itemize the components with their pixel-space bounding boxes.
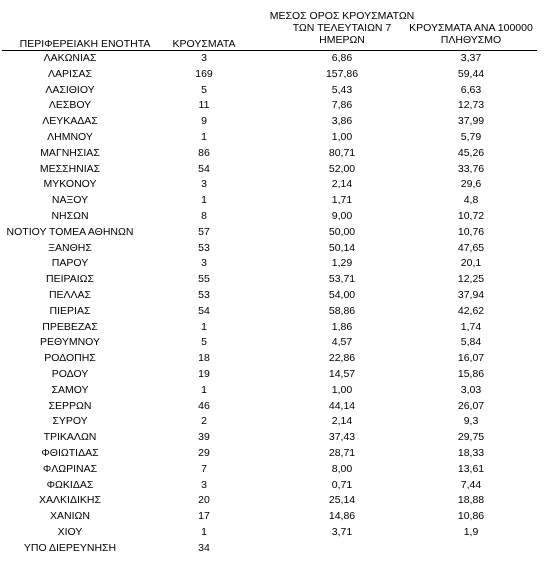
table-row [0, 256, 545, 272]
avg7-cell: 25,14 [328, 494, 356, 507]
region-cell: ΛΑΣΙΘΙΟΥ [45, 83, 95, 96]
table-row [0, 67, 545, 83]
region-cell: ΛΑΚΩΝΙΑΣ [43, 52, 97, 64]
per100k-cell: 26,07 [457, 399, 485, 412]
avg7-cell: 3,71 [331, 526, 353, 538]
cases-cell: 86 [198, 146, 210, 159]
table-row [0, 272, 545, 288]
cases-cell: 3 [201, 478, 207, 491]
per100k-cell: 18,33 [457, 447, 485, 459]
per100k-cell: 3,37 [460, 52, 482, 64]
cases-cell: 54 [198, 304, 210, 317]
per100k-cell: 42,62 [457, 304, 485, 317]
avg7-cell: 6,86 [331, 52, 353, 64]
table-row [0, 225, 545, 241]
cases-cell: 169 [195, 67, 213, 80]
region-cell: ΡΟΔΟΠΗΣ [44, 352, 96, 365]
table-row [0, 414, 545, 430]
per100k-cell: 7,44 [460, 478, 482, 491]
cases-cell: 18 [198, 352, 210, 365]
region-cell: ΜΥΚΟΝΟΥ [43, 178, 97, 191]
cases-cell: 5 [201, 336, 207, 349]
cases-cell: 1 [201, 320, 207, 333]
region-cell: ΤΡΙΚΑΛΩΝ [43, 431, 97, 444]
cases-cell: 2 [201, 415, 207, 428]
table-row [0, 541, 545, 557]
header-cases: ΚΡΟΥΣΜΑΤΑ [172, 38, 236, 50]
per100k-cell: 5,79 [460, 131, 482, 143]
per100k-cell: 13,61 [457, 462, 485, 475]
avg7-cell: 14,86 [328, 510, 356, 523]
avg7-cell: 7,86 [331, 99, 353, 112]
region-cell: ΛΑΡΙΣΑΣ [48, 67, 92, 80]
region-cell: ΛΕΥΚΑΔΑΣ [42, 115, 98, 128]
region-cell: ΜΑΓΝΗΣΙΑΣ [40, 146, 100, 159]
per100k-cell: 33,76 [457, 162, 485, 175]
avg7-cell: 5,43 [331, 83, 353, 96]
cases-cell: 19 [198, 368, 210, 380]
avg7-cell: 9,00 [331, 210, 353, 222]
cases-cell: 57 [198, 225, 210, 238]
table-row [0, 288, 545, 304]
region-cell: ΦΩΚΙΔΑΣ [46, 478, 94, 491]
cases-cell: 29 [198, 447, 210, 459]
per100k-cell: 10,76 [457, 225, 485, 238]
region-cell: ΣΑΜΟΥ [51, 383, 89, 396]
per100k-cell: 29,75 [457, 431, 485, 444]
region-cell: ΠΙΕΡΙΑΣ [49, 304, 91, 317]
region-cell: ΛΕΣΒΟΥ [48, 99, 92, 112]
region-cell: ΠΕΛΛΑΣ [48, 289, 92, 301]
cases-cell: 53 [198, 241, 210, 254]
table-row [0, 130, 545, 146]
table-row [0, 462, 545, 478]
region-cell: ΝΑΞΟΥ [51, 194, 89, 207]
avg7-cell: 4,57 [331, 336, 353, 349]
per100k-cell: 16,07 [457, 352, 485, 365]
table-row [0, 304, 545, 320]
cases-cell: 17 [198, 510, 210, 523]
avg7-cell: 157,86 [325, 67, 359, 80]
cases-cell: 5 [201, 83, 207, 96]
avg7-cell: 28,71 [328, 447, 356, 459]
region-cell: ΝΗΣΩΝ [51, 210, 89, 222]
header-per100k [396, 22, 545, 46]
per100k-cell: 1,74 [460, 320, 482, 333]
cases-cell: 1 [201, 194, 207, 207]
avg7-cell: 3,86 [331, 115, 353, 128]
region-cell: ΦΘΙΩΤΙΔΑΣ [41, 447, 99, 459]
avg7-cell: 1,29 [331, 257, 353, 270]
table-row [0, 146, 545, 162]
cases-cell: 1 [201, 131, 207, 143]
cases-cell: 7 [201, 462, 207, 475]
table-row [0, 335, 545, 351]
avg7-cell: 37,43 [328, 431, 356, 444]
cases-cell: 53 [198, 289, 210, 301]
per100k-cell: 18,88 [457, 494, 485, 507]
table-row [0, 367, 545, 383]
table-row [0, 162, 545, 178]
header-per100k-line1: ΚΡΟΥΣΜΑΤΑ ΑΝΑ 100000 [409, 22, 533, 34]
cases-cell: 8 [201, 210, 207, 222]
avg7-cell: 1,00 [331, 131, 353, 143]
avg7-cell: 1,00 [331, 383, 353, 396]
region-cell: ΧΙΟΥ [57, 526, 83, 538]
per100k-cell: 45,26 [457, 146, 485, 159]
per100k-cell: 6,63 [460, 83, 482, 96]
table-row [0, 177, 545, 193]
table-row [0, 493, 545, 509]
per100k-cell: 47,65 [457, 241, 485, 254]
table-row [0, 430, 545, 446]
per100k-cell: 10,72 [457, 210, 485, 222]
avg7-cell: 0,71 [331, 478, 353, 491]
region-cell: ΧΑΛΚΙΔΙΚΗΣ [39, 494, 101, 507]
avg7-cell: 54,00 [328, 289, 356, 301]
cases-cell: 39 [198, 431, 210, 444]
cases-cell: 9 [201, 115, 207, 128]
per100k-cell: 12,73 [457, 99, 485, 112]
per100k-cell: 9,3 [463, 415, 479, 428]
region-cell: ΣΥΡΟΥ [52, 415, 88, 428]
per100k-cell: 15,86 [457, 368, 485, 380]
cases-cell: 34 [198, 541, 210, 554]
table-row [0, 51, 545, 67]
cases-cell: 1 [201, 526, 207, 538]
cases-cell: 46 [198, 399, 210, 412]
avg7-cell: 53,71 [328, 273, 356, 286]
table-row [0, 509, 545, 525]
avg7-cell: 22,86 [328, 352, 356, 365]
header-region: ΠΕΡΙΦΕΡΕΙΑΚΗ ΕΝΟΤΗΤΑ [19, 38, 151, 50]
cases-cell: 3 [201, 178, 207, 191]
cases-cell: 11 [198, 99, 210, 112]
region-cell: ΛΗΜΝΟΥ [47, 131, 93, 143]
region-cell: ΣΕΡΡΩΝ [48, 399, 92, 412]
region-cell: ΜΕΣΣΗΝΙΑΣ [39, 162, 101, 175]
per100k-cell: 1,9 [463, 526, 479, 538]
table-row [0, 209, 545, 225]
cases-cell: 20 [198, 494, 210, 507]
table-row [0, 478, 545, 494]
region-cell: ΧΑΝΙΩΝ [50, 510, 90, 523]
cases-cell: 3 [201, 257, 207, 270]
per100k-cell: 59,44 [457, 67, 485, 80]
per100k-cell: 37,94 [457, 289, 485, 301]
cases-cell: 3 [201, 52, 207, 64]
header-per100k-line2: ΠΛΗΘΥΣΜΟ [440, 34, 502, 46]
table-row [0, 83, 545, 99]
per100k-cell: 10,86 [457, 510, 485, 523]
table-row [0, 351, 545, 367]
avg7-cell: 1,71 [331, 194, 353, 207]
avg7-cell: 2,14 [331, 415, 353, 428]
region-cell: ΠΑΡΟΥ [51, 257, 89, 270]
per100k-cell: 12,25 [457, 273, 485, 286]
avg7-cell: 52,00 [328, 162, 356, 175]
avg7-cell: 44,14 [328, 399, 356, 412]
table-row [0, 446, 545, 462]
table-row [0, 525, 545, 541]
header-avg7-line2: ΤΩΝ ΤΕΛΕΥΤΑΙΩΝ 7 [292, 22, 392, 34]
table-row [0, 241, 545, 257]
table-row [0, 383, 545, 399]
header-avg7-line1: ΜΕΣΟΣ ΟΡΟΣ ΚΡΟΥΣΜΑΤΩΝ [269, 10, 415, 22]
region-cell: ΠΡΕΒΕΖΑΣ [42, 320, 98, 333]
region-cell: ΡΟΔΟΥ [51, 368, 89, 380]
cases-cell: 55 [198, 273, 210, 286]
avg7-cell: 2,14 [331, 178, 353, 191]
avg7-cell: 80,71 [328, 146, 356, 159]
cases-cell: 1 [201, 383, 207, 396]
region-cell: ΝΟΤΙΟΥ ΤΟΜΕΑ ΑΘΗΝΩΝ [6, 225, 134, 238]
per100k-cell: 37,99 [457, 115, 485, 128]
per100k-cell: 29,6 [460, 178, 482, 191]
header-avg7-line3: ΗΜΕΡΩΝ [319, 34, 365, 46]
avg7-cell: 50,00 [328, 225, 356, 238]
per100k-cell: 4,8 [463, 194, 479, 207]
table-row [0, 320, 545, 336]
region-cell: ΞΑΝΘΗΣ [48, 241, 92, 254]
region-cell: ΥΠΟ ΔΙΕΡΕΥΝΗΣΗ [23, 541, 117, 554]
table-row [0, 98, 545, 114]
avg7-cell: 1,86 [331, 320, 353, 333]
table-row [0, 193, 545, 209]
cases-cell: 54 [198, 162, 210, 175]
table-row [0, 399, 545, 415]
avg7-cell: 50,14 [328, 241, 356, 254]
region-cell: ΠΕΙΡΑΙΩΣ [46, 273, 94, 286]
avg7-cell: 58,86 [328, 304, 356, 317]
per100k-cell: 5,84 [460, 336, 482, 349]
avg7-cell: 14,57 [328, 368, 356, 380]
per100k-cell: 3,03 [460, 383, 482, 396]
region-cell: ΡΕΘΥΜΝΟΥ [39, 336, 100, 349]
per100k-cell: 20,1 [460, 257, 482, 270]
region-cell: ΦΛΩΡΙΝΑΣ [42, 462, 98, 475]
avg7-cell: 8,00 [331, 462, 353, 475]
table-row [0, 114, 545, 130]
